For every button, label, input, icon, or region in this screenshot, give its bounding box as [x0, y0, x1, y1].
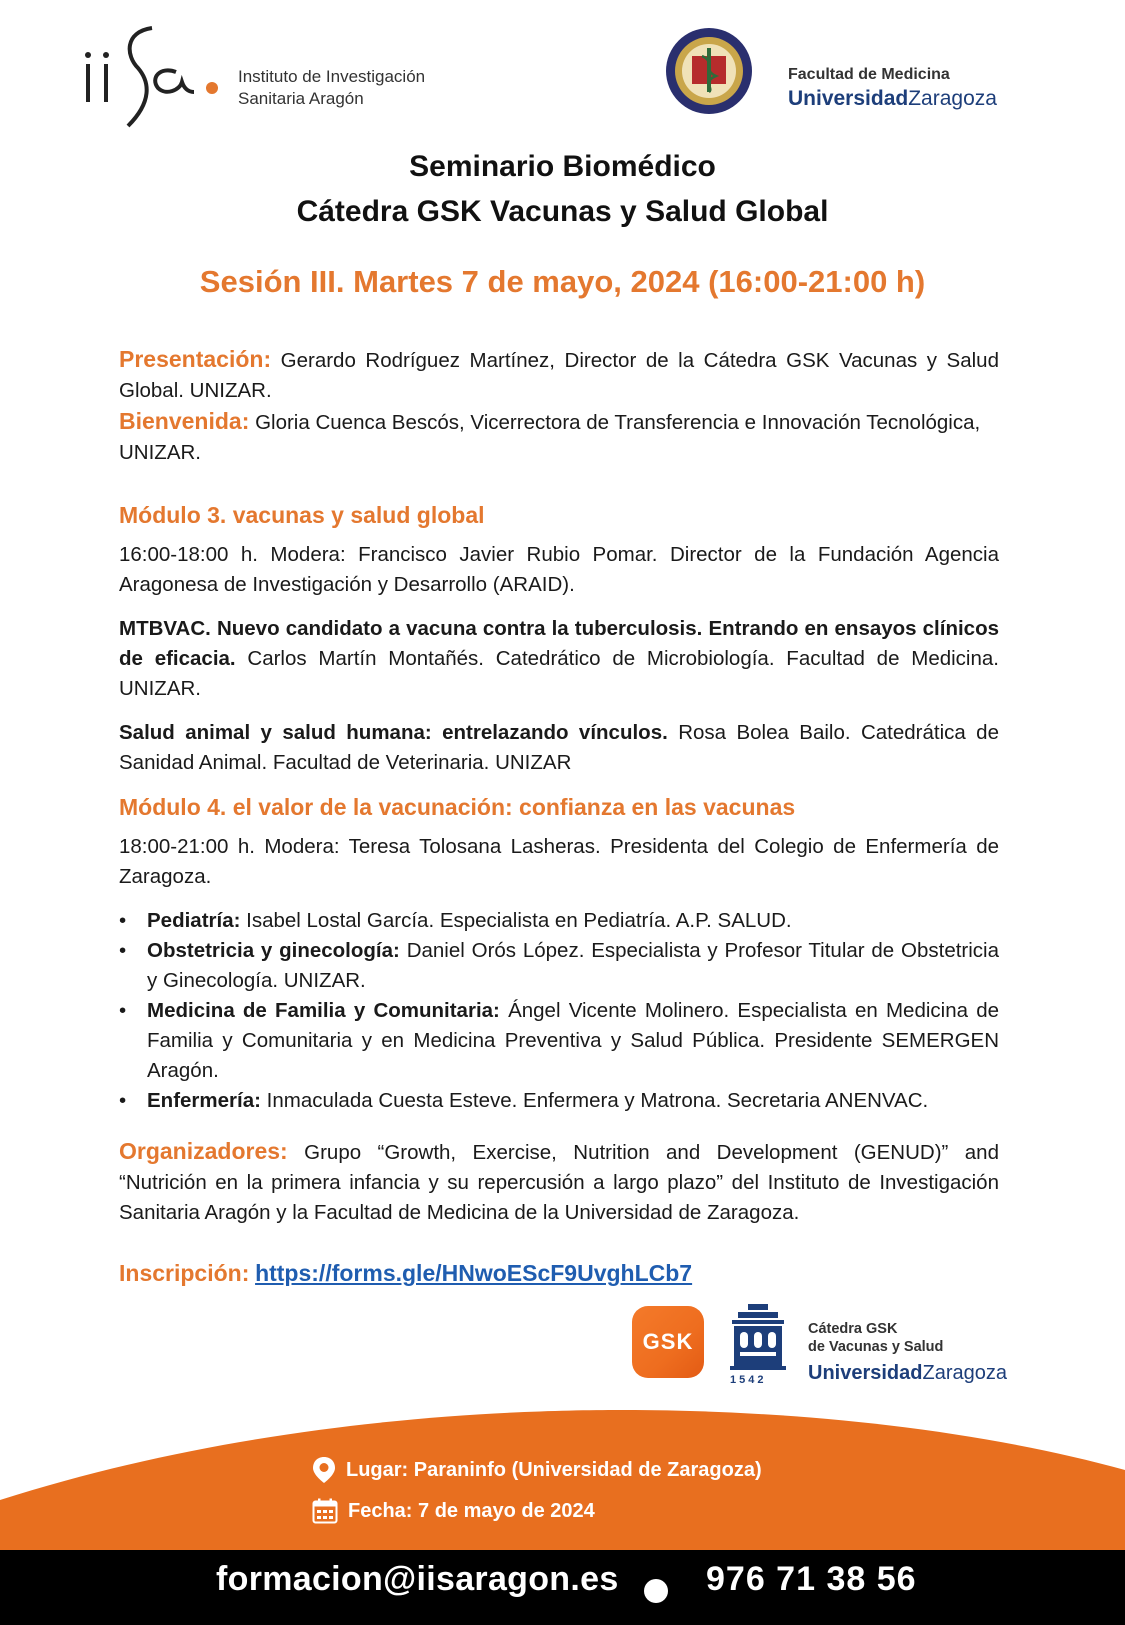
session-heading: Sesión III. Martes 7 de mayo, 2024 (16:00-21:00 h) [199, 264, 926, 299]
chair-title: Cátedra GSK Vacunas y Salud Global [296, 195, 829, 228]
speaker-list [119, 906, 999, 1116]
talk2-speaker: Rosa Bolea Bailo. Catedrática de Sanidad Animal. Facultad de Veterinaria. UNIZAR [119, 721, 999, 774]
speaker-label: Medicina de Familia y Comunitaria: [147, 999, 500, 1022]
faculty-university [788, 86, 997, 112]
gsk-logo: GSK [632, 1306, 704, 1378]
speaker-text: Inmaculada Cuesta Esteve. Enfermera y Matrona. Secretaria ANENVAC. [266, 1089, 929, 1112]
speaker-text: Ángel Vicente Molinero. Especialista en Medicina de Familia y Comunitaria y en Medicina Preventiva y Salud Pública. Presidente SEMERGEN Aragón. [147, 999, 999, 1082]
place-line [312, 1456, 762, 1484]
module4-moderation: 18:00-21:00 h. Modera: Teresa Tolosana Lasheras. Presidenta del Colegio de Enfermería de Zaragoza. [119, 835, 999, 888]
presentacion-text: Gerardo Rodríguez Martínez, Director de la Cátedra GSK Vacunas y Salud Global. UNIZAR. [119, 349, 999, 402]
contact-email[interactable]: formacion@iisaragon.es [216, 1560, 619, 1598]
place-text: Lugar: Paraninfo (Universidad de Zaragoza) [346, 1458, 762, 1481]
speaker-text: Isabel Lostal García. Especialista en Pediatría. A.P. SALUD. [246, 909, 792, 932]
speaker-item [119, 936, 999, 996]
catedra-uni-bold: Universidad [808, 1362, 923, 1384]
iisa-logo [80, 22, 230, 134]
contact-phone[interactable]: 976 71 38 56 [706, 1560, 917, 1598]
seminar-title: Seminario Biomédico [409, 150, 716, 183]
registration-line [119, 1258, 999, 1290]
catedra-uni-rest: Zaragoza [922, 1362, 1007, 1384]
presentacion-label: Presentación: [119, 346, 272, 372]
module3-talk2 [119, 718, 999, 778]
talk2-title: Salud animal y salud humana: entrelazando vínculos. [119, 721, 668, 744]
bienvenida-text: Gloria Cuenca Bescós, Vicerrectora de Transferencia e Innovación Tecnológica, UNIZAR. [119, 411, 981, 464]
talk1-speaker: Carlos Martín Montañés. Catedrático de Microbiología. Facultad de Medicina. UNIZAR. [119, 647, 999, 700]
iisa-name [238, 66, 425, 110]
presentacion-paragraph [119, 344, 999, 406]
speaker-item [119, 996, 999, 1086]
bienvenida-paragraph [119, 406, 999, 468]
seal-year: 1542 [730, 1374, 767, 1386]
faculty-name [788, 64, 997, 112]
separator-dot [644, 1579, 668, 1603]
module3-moderation: 16:00-18:00 h. Modera: Francisco Javier Rubio Pomar. Director de la Fundación Agencia Aragonesa de Investigación y Desarrollo (ARAID). [119, 543, 999, 596]
module3-talk1 [119, 614, 999, 704]
faculty-uni-bold: Universidad [788, 87, 909, 110]
module4-title: Módulo 4. el valor de la vacunación: confianza en las vacunas [119, 794, 796, 820]
bienvenida-label: Bienvenida: [119, 408, 250, 434]
date-text: Fecha: 7 de mayo de 2024 [348, 1499, 595, 1522]
catedra-name [808, 1320, 1007, 1386]
calendar-icon [312, 1498, 338, 1524]
talk1-title: MTBVAC. Nuevo candidato a vacuna contra la tuberculosis. Entrando en ensayos clínicos de eficacia. [119, 617, 999, 670]
module4-speakers [119, 906, 999, 1116]
catedra-university [808, 1360, 1007, 1386]
location-pin-icon [312, 1456, 336, 1484]
catedra-line2: de Vacunas y Salud [808, 1339, 944, 1355]
speaker-label: Pediatría: [147, 909, 241, 932]
speaker-item [119, 906, 999, 936]
intro-section [119, 344, 999, 468]
catedra-line1: Cátedra GSK [808, 1321, 898, 1337]
faculty-line1: Facultad de Medicina [788, 66, 950, 83]
iisa-line2: Sanitaria Aragón [238, 89, 364, 108]
organizers-label: Organizadores: [119, 1138, 288, 1164]
organizers-paragraph [119, 1136, 999, 1228]
registration-link[interactable]: https://forms.gle/HNwoEScF9UvghLCb7 [255, 1260, 693, 1286]
faculty-seal-icon [664, 26, 754, 116]
faculty-uni-rest: Zaragoza [908, 87, 997, 110]
speaker-item [119, 1086, 999, 1116]
speaker-label: Enfermería: [147, 1089, 261, 1112]
iisa-line1: Instituto de Investigación [238, 67, 426, 86]
registration-label: Inscripción: [119, 1260, 250, 1286]
module3-title: Módulo 3. vacunas y salud global [119, 502, 485, 528]
speaker-label: Obstetricia y ginecología: [147, 939, 400, 962]
date-line [312, 1498, 595, 1524]
speaker-text: Daniel Orós López. Especialista y Profesor Titular de Obstetricia y Ginecología. UNIZAR. [147, 939, 999, 992]
organizers-text: Grupo “Growth, Exercise, Nutrition and Development (GENUD)” and “Nutrición en la primera infancia y su repercusión a largo plazo” del Instituto de Investigación Sanitaria Aragón y la Facultad de Medicina de la Universidad de Zaragoza. [119, 1141, 999, 1224]
